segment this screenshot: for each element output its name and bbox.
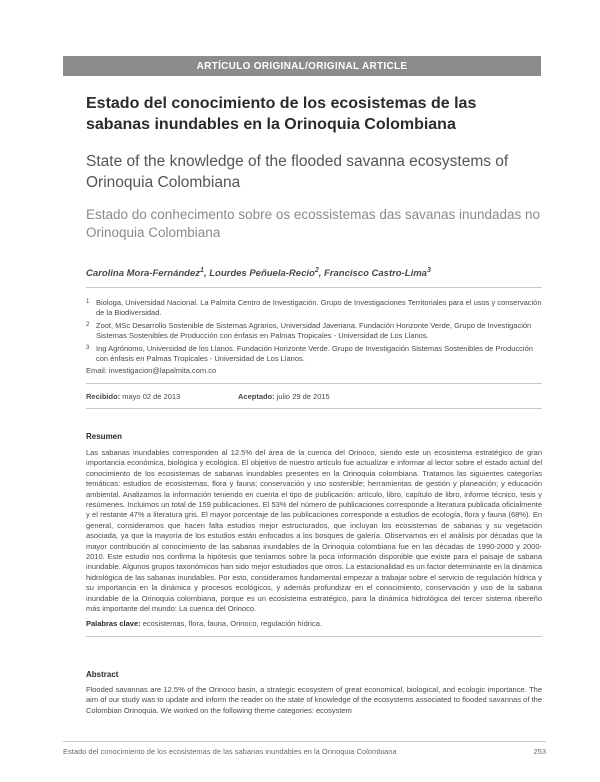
- accepted-date: [238, 392, 330, 401]
- divider: [86, 287, 542, 288]
- affiliation-text: Zoot, MSc Desarrollo Sostenible de Sistemas Agrarios, Universidad Javeriana. Fundación Horizonte Verde, Grupo de Investigación Sistemas Sostenibles de Producción con énfasis en Palmas Tropicales - Universidad de Los Llanos.: [96, 320, 532, 341]
- abstract-text: Flooded savannas are 12.5% of the Orinoco basin, a strategic ecosystem of great economical, biological, and ecologic importance. The aim of our study was to update and inform the reader on the state of knowledge of the ecosystems associated to flooded savannas of the Colombian Orinoquia. We worked on the following theme categories: ecosystem: [86, 685, 542, 715]
- resumen-text: Las sabanas inundables corresponden al 12.5% del área de la cuenca del Orinoco, siendo este un ecosistema estratégico de gran importancia económica, biológica y ecológica. El objetivo de nuestro artículo fue actualizar e informar al lector sobre el estado actual del conocimiento de los ecosistemas de sabanas inundables presentes en la Orinoquia colombiana. Tratamos las siguientes categorías temáticas: estudios de ecosistemas, flora y fauna; conservación y uso sostenible; herramientas de gestión y planeación; y educación ambiental. Analizamos la información teniendo en cuenta el tipo de publicación: artículo, libro, capítulo de libro, informe técnico, tesis y resúmenes. Incluimos un total de 159 publicaciones. El 53% del número de publicaciones corresponde a literatura publicada oficialmente y el restante 47% a literatura gris. El mayor porcentaje de las publicaciones corresponde a estudios de ecología, flora y fauna (68%). En general, consideramos que hacen falta estudios mejor estructurados, que incluyan los ecosistemas de sabanas y su vegetación asociada, ya que la mayoría de los estudios están enfocados a los bosques de galería. Observamos en el análisis por décadas que la mayor contribución al conocimiento de las sabanas inundables de la Orinoquia colombiana fue en las décadas de 1990-2000 y 2000-2010. Este estudio nos confirma la hipótesis que teníamos sobre la poca información disponible que existe para el paisaje de sabana inundable. Algunos grupos taxonómicos han sido mejor estudiados que otros. La estacionalidad es un factor determinante en la dinámica hidrológica de las sabanas inundables. Por esto, consideramos fundamental empezar a trabajar sobre el servicio de regulación hídrica y su importancia en la dinámica y procesos ecológicos, y además profundizar en el conocimiento, conservación y uso de la sabana inundable de la Orinoquia colombiana, porque es un ecosistema estratégico, para la dinámica hidrológica del tercer sistema ribereño más importante del mundo: La cuenca del Orinoco.: [86, 448, 542, 614]
- accepted-label: Aceptado:: [238, 392, 275, 401]
- affiliation-text: Biologa, Universidad Nacional. La Palmita Centro de Investigación. Grupo de Investigaciones Territoriales para el usos y conservación de la Biodiversidad.: [96, 298, 542, 318]
- author-affiliation-mark: 2: [314, 267, 319, 274]
- author-name: Lourdes Peñuela-Recio: [209, 268, 315, 280]
- page-footer: [63, 747, 546, 756]
- footer-journal-line: Estado del conocimiento de los ecosistemas de las sabanas inundables en la Orinoquia Colombiana: [63, 747, 397, 756]
- keywords-label: Palabras clave:: [86, 619, 141, 628]
- affiliation-item: [86, 321, 542, 342]
- author-list: [86, 267, 546, 279]
- received-value: mayo 02 de 2013: [122, 392, 181, 401]
- resumen-heading: Resumen: [86, 432, 123, 441]
- received-date: [86, 392, 180, 401]
- title-portuguese: Estado do conhecimento sobre os ecossistemas das savanas inundadas no Orinoquia Colombiana: [86, 207, 541, 240]
- abstract-heading: Abstract: [86, 670, 119, 679]
- affiliation-number: 1: [86, 299, 90, 305]
- title-english: State of the knowledge of the flooded savanna ecosystems of Orinoquia Colombiana: [86, 153, 509, 191]
- affiliation-number: 3: [86, 344, 90, 351]
- page-number: 253: [533, 747, 546, 756]
- affiliations: [86, 298, 542, 377]
- article-type-banner: ARTÍCULO ORIGINAL/ORIGINAL ARTICLE: [63, 56, 541, 76]
- author-affiliation-mark: 1: [200, 267, 204, 274]
- author-affiliation-mark: 3: [426, 267, 431, 274]
- divider: [86, 636, 542, 637]
- email-label: Email:: [86, 366, 109, 376]
- affiliation-item: [86, 298, 542, 319]
- divider: [86, 408, 542, 409]
- author-separator: ,: [318, 268, 324, 280]
- keywords-list: ecosistemas, flora, fauna, Orinoco, regulación hídrica.: [140, 619, 322, 628]
- affiliation-number: 2: [86, 321, 90, 328]
- divider: [86, 383, 542, 384]
- received-label: Recibido:: [86, 392, 121, 401]
- footer-divider: [63, 741, 546, 742]
- keywords: [86, 619, 542, 628]
- author-name: Carolina Mora-Fernández: [86, 268, 201, 280]
- affiliation-text: Ing Agrónomo, Universidad de los Llanos. Fundación Horizonte Verde. Grupo de Investigación Sistemas Sostenibles de Producción con énfasis en Palmas Tropicales - Universidad de Los Llanos.: [96, 343, 533, 364]
- submission-dates: [86, 392, 542, 401]
- affiliation-item: [86, 344, 542, 365]
- contact-email: [86, 366, 542, 376]
- accepted-value: julio 29 de 2015: [276, 392, 330, 401]
- author-separator: ,: [203, 268, 210, 280]
- author-name: Francisco Castro-Lima: [324, 268, 427, 280]
- title-spanish: Estado del conocimiento de los ecosistemas de las sabanas inundables en la Orinoquia Colombiana: [86, 95, 477, 133]
- email-address[interactable]: investigacion@lapalmita.com.co: [108, 366, 217, 376]
